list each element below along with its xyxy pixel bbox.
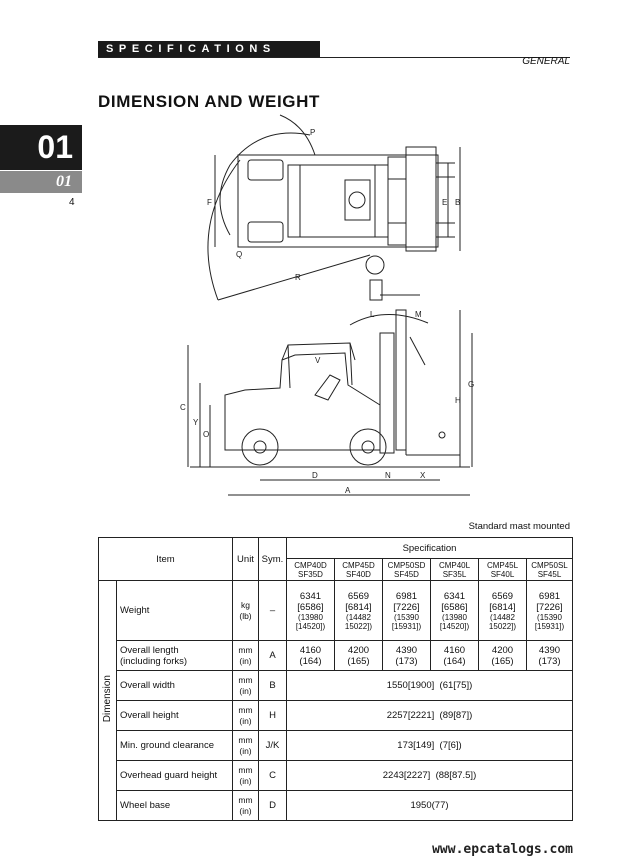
value-cell: 2243[2227] (88[87.5])	[287, 761, 573, 791]
weight-cell: 6569 [6814] (14482 15022])	[479, 581, 527, 641]
dim-label-y: Y	[193, 418, 199, 427]
dim-label-b: B	[455, 198, 461, 207]
row-label-weight: Weight	[117, 581, 233, 641]
row-label-wheel-base: Wheel base	[117, 791, 233, 821]
sym-cell: A	[259, 641, 287, 671]
length-cell: 4200 (165)	[335, 641, 383, 671]
length-cell: 4200 (165)	[479, 641, 527, 671]
dim-label-n: N	[385, 471, 391, 480]
unit-cell: mm (in)	[233, 731, 259, 761]
table-caption: Standard mast mounted	[468, 521, 570, 532]
model-header: CMP50SL SF45L	[527, 559, 573, 581]
length-cell: 4160 (164)	[287, 641, 335, 671]
weight-cell: 6341 [6586] (13980 [14520])	[287, 581, 335, 641]
weight-cell: 6341 [6586] (13980 [14520])	[431, 581, 479, 641]
dim-label-g: G	[468, 380, 475, 389]
dim-label-q: Q	[236, 250, 243, 259]
dim-label-f: F	[207, 198, 212, 207]
category-label: GENERAL	[522, 56, 570, 67]
dim-label-m: M	[415, 310, 422, 319]
model-header: CMP45L SF40L	[479, 559, 527, 581]
value-cell: 1950(77)	[287, 791, 573, 821]
dim-label-v: V	[315, 356, 321, 365]
weight-cell: 6981 [7226] (15390 [15931])	[383, 581, 431, 641]
unit-cell: kg (lb)	[233, 581, 259, 641]
forklift-dimension-drawing	[170, 105, 500, 500]
unit-cell: mm (in)	[233, 761, 259, 791]
page-number: 4	[69, 197, 75, 208]
header-rule	[98, 57, 570, 58]
sym-cell: H	[259, 701, 287, 731]
weight-cell: 6569 [6814] (14482 15022])	[335, 581, 383, 641]
model-header: CMP40L SF35L	[431, 559, 479, 581]
dim-label-x: X	[420, 471, 426, 480]
unit-cell: mm (in)	[233, 641, 259, 671]
sym-cell: D	[259, 791, 287, 821]
dim-label-o: O	[203, 430, 210, 439]
header-unit: Unit	[233, 538, 259, 581]
model-header: CMP45D SF40D	[335, 559, 383, 581]
sym-cell: B	[259, 671, 287, 701]
dim-label-p: P	[310, 128, 316, 137]
header-sym: Sym.	[259, 538, 287, 581]
length-cell: 4390 (173)	[383, 641, 431, 671]
row-label-ground-clearance: Min. ground clearance	[117, 731, 233, 761]
dim-label-l: L	[370, 310, 375, 319]
header-specification: Specification	[287, 538, 573, 559]
spec-table	[98, 537, 573, 821]
value-cell: 1550[1900] (61[75])	[287, 671, 573, 701]
dim-label-e: E	[442, 198, 448, 207]
row-label-overall-width: Overall width	[117, 671, 233, 701]
value-cell: 2257[2221] (89[87])	[287, 701, 573, 731]
model-header: CMP40D SF35D	[287, 559, 335, 581]
page-title: DIMENSION AND WEIGHT	[98, 92, 320, 111]
header-item: Item	[99, 538, 233, 581]
dim-label-c: C	[180, 403, 186, 412]
row-label-overall-height: Overall height	[117, 701, 233, 731]
unit-cell: mm (in)	[233, 671, 259, 701]
side-view	[188, 310, 475, 495]
subchapter-tab: 01	[0, 171, 82, 193]
unit-cell: mm (in)	[233, 791, 259, 821]
dim-label-r: R	[295, 273, 301, 282]
model-header: CMP50SD SF45D	[383, 559, 431, 581]
weight-cell: 6981 [7226] (15390 [15931])	[527, 581, 573, 641]
dim-label-h: H	[455, 396, 461, 405]
row-label-overall-length: Overall length (including forks)	[117, 641, 233, 671]
top-view	[208, 115, 460, 300]
row-label-guard-height: Overhead guard height	[117, 761, 233, 791]
watermark: www.epcatalogs.com	[432, 842, 573, 857]
section-header: SPECIFICATIONS	[98, 41, 320, 57]
value-cell: 173[149] (7[6])	[287, 731, 573, 761]
dim-label-a: A	[345, 486, 351, 495]
chapter-tab: 01	[0, 125, 82, 170]
length-cell: 4160 (164)	[431, 641, 479, 671]
sym-cell: C	[259, 761, 287, 791]
dim-label-d: D	[312, 471, 318, 480]
dimension-group-label: Dimension	[99, 581, 117, 821]
sym-cell: J/K	[259, 731, 287, 761]
unit-cell: mm (in)	[233, 701, 259, 731]
length-cell: 4390 (173)	[527, 641, 573, 671]
sym-cell: –	[259, 581, 287, 641]
